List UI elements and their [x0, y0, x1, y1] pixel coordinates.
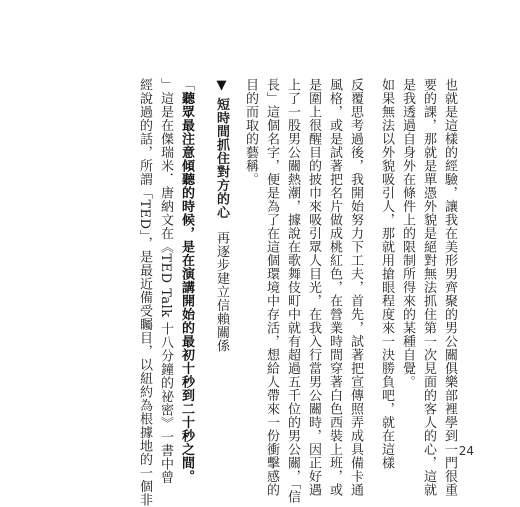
text-column: 是我透過自身外在條件上的限制所得來的某種自覺。: [400, 78, 415, 389]
emphasized-quote: 聽眾最注意傾聽的時候，是在演講開始的最初十秒到二十秒之間。: [179, 91, 194, 483]
text-column: 風格，或是試著把名片做成桃紅色，在營業時間穿著白色西裝上班，或: [327, 78, 342, 497]
text-column: 上了一股男公關熱潮，據說在歌舞伎町中就有超過五千位的男公關，「信: [285, 78, 300, 504]
vertical-text-body: [134, 78, 460, 507]
triangle-marker-icon: ▼: [214, 78, 229, 94]
text-column: 」這是在傑瑞米．唐納文在《TED Talk 十八分鐘的祕密》一書中曾: [158, 78, 173, 485]
text-column: 反覆思考過後，我開始努力下工夫，首先，試著把宣傳照弄成具備卡通: [348, 78, 363, 497]
text-column: 如果無法以外貌吸引人，那就用搶眼程度來一決勝負吧，就在這樣: [379, 78, 394, 470]
open-quote: 「: [179, 78, 194, 92]
section-heading: [211, 78, 232, 428]
text-column: 目的而取的藝稱。: [243, 78, 258, 186]
section-heading-title: 短時間抓住對方的心: [214, 97, 229, 219]
text-column: 要的課，那就是單憑外貌是絕對無法抓住第一次見面的客人的心，這就: [421, 78, 436, 497]
text-column: 長」這個名字，便是為了在這個環境中存活，想給人帶來一份衝擊感的: [264, 78, 279, 497]
text-column: 是圍上很醒目的披巾來吸引眾人目光，在我入行當男公關時，因正好遇: [306, 78, 321, 497]
text-column: 也就是這樣的經驗，讓我在美形男齊聚的男公關俱樂部裡學到一門很重: [442, 78, 457, 497]
text-column: [176, 78, 197, 483]
text-column: 經說過的話，所謂「TED」，是最近備受矚目，以紐約為根據地的一個非: [137, 78, 152, 507]
section-heading-subtitle: 再逐步建立信賴關係: [214, 231, 229, 353]
page-number: 24: [458, 444, 474, 458]
